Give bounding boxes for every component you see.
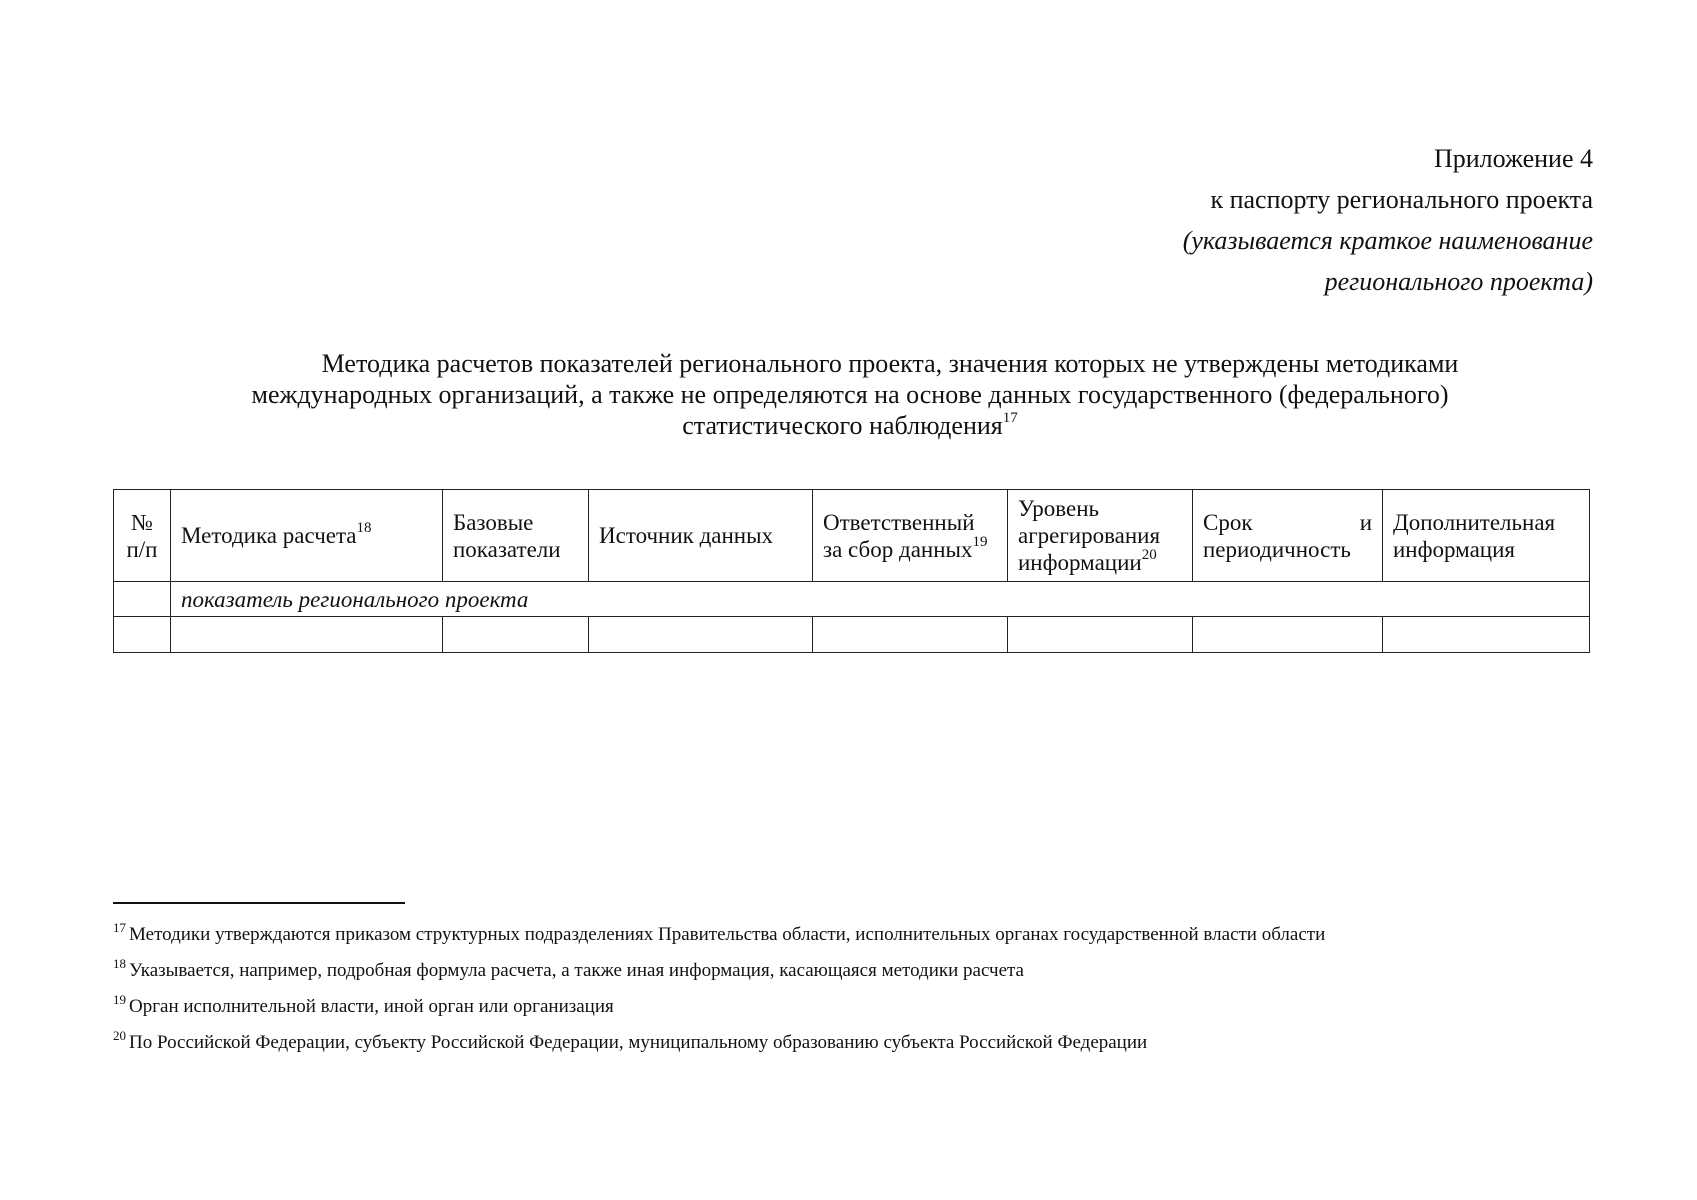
- table-cell: [1008, 617, 1193, 653]
- table-cell: [1193, 617, 1383, 653]
- title-line-2: международных организаций, а также не определяются на основе данных государственного (федерального): [251, 380, 1449, 409]
- section-row: [114, 582, 1590, 617]
- header-base-indicators: Базовые показатели: [443, 490, 589, 582]
- table-cell: [1383, 617, 1590, 653]
- document-title: [180, 348, 1520, 441]
- appendix-note-line1: (указывается краткое наименование: [1182, 226, 1593, 255]
- title-line-3-text: статистического наблюдения: [682, 411, 1003, 440]
- title-line-1: Методика расчетов показателей регионального проекта, значения которых не утверждены методиками: [321, 349, 1459, 378]
- header-data-source: Источник данных: [589, 490, 813, 582]
- header-number: № п/п: [114, 490, 171, 582]
- appendix-note-line2: регионального проекта): [1324, 267, 1593, 296]
- footnote-19: $^{19}$ Орган исполнительной власти, иной орган или организация: [113, 991, 614, 1017]
- footnote-ref-20: 20: [1141, 547, 1157, 564]
- table-header-row: [114, 490, 1590, 582]
- appendix-number: Приложение 4: [1433, 144, 1593, 173]
- header-responsible: Ответственный за сбор данных$^{19}$: [813, 490, 1008, 582]
- methods-table: [113, 489, 1590, 653]
- header-aggregation-level: Уровень агрегирования информации$^{20}$: [1008, 490, 1193, 582]
- footnote-ref-17: 17: [1002, 410, 1018, 427]
- table-cell: [813, 617, 1008, 653]
- header-additional-info: Дополнительная информация: [1383, 490, 1590, 582]
- table-row: [114, 617, 1590, 653]
- footnote-20: $^{20}$ По Российской Федерации, субъекту Российской Федерации, муниципальному образованию субъекта Российской Федерации: [113, 1027, 1148, 1053]
- title-line-3: [180, 410, 1520, 441]
- section-row-number: [114, 582, 171, 617]
- footnote-18: $^{18}$ Указывается, например, подробная формула расчета, а также иная информация, касающаяся методики расчета: [113, 955, 1024, 981]
- table-cell: [171, 617, 443, 653]
- table-cell: [114, 617, 171, 653]
- footnote-ref-18: 18: [356, 520, 372, 537]
- footnote-separator: [113, 902, 405, 904]
- appendix-reference: к паспорту регионального проекта: [1210, 185, 1593, 214]
- table-cell: [589, 617, 813, 653]
- footnote-ref-19: 19: [972, 533, 988, 550]
- header-method: Методика расчета$^{18}$: [171, 490, 443, 582]
- appendix-block: [1183, 138, 1593, 302]
- header-term-periodicity: Срок и периодичность: [1193, 490, 1383, 582]
- section-label: показатель регионального проекта: [171, 582, 1590, 617]
- footnotes: [113, 919, 1573, 1068]
- footnote-17: $^{17}$ Методики утверждаются приказом структурных подразделениях Правительства области, исполнительных органах государственной власти области: [113, 919, 1326, 945]
- table-cell: [443, 617, 589, 653]
